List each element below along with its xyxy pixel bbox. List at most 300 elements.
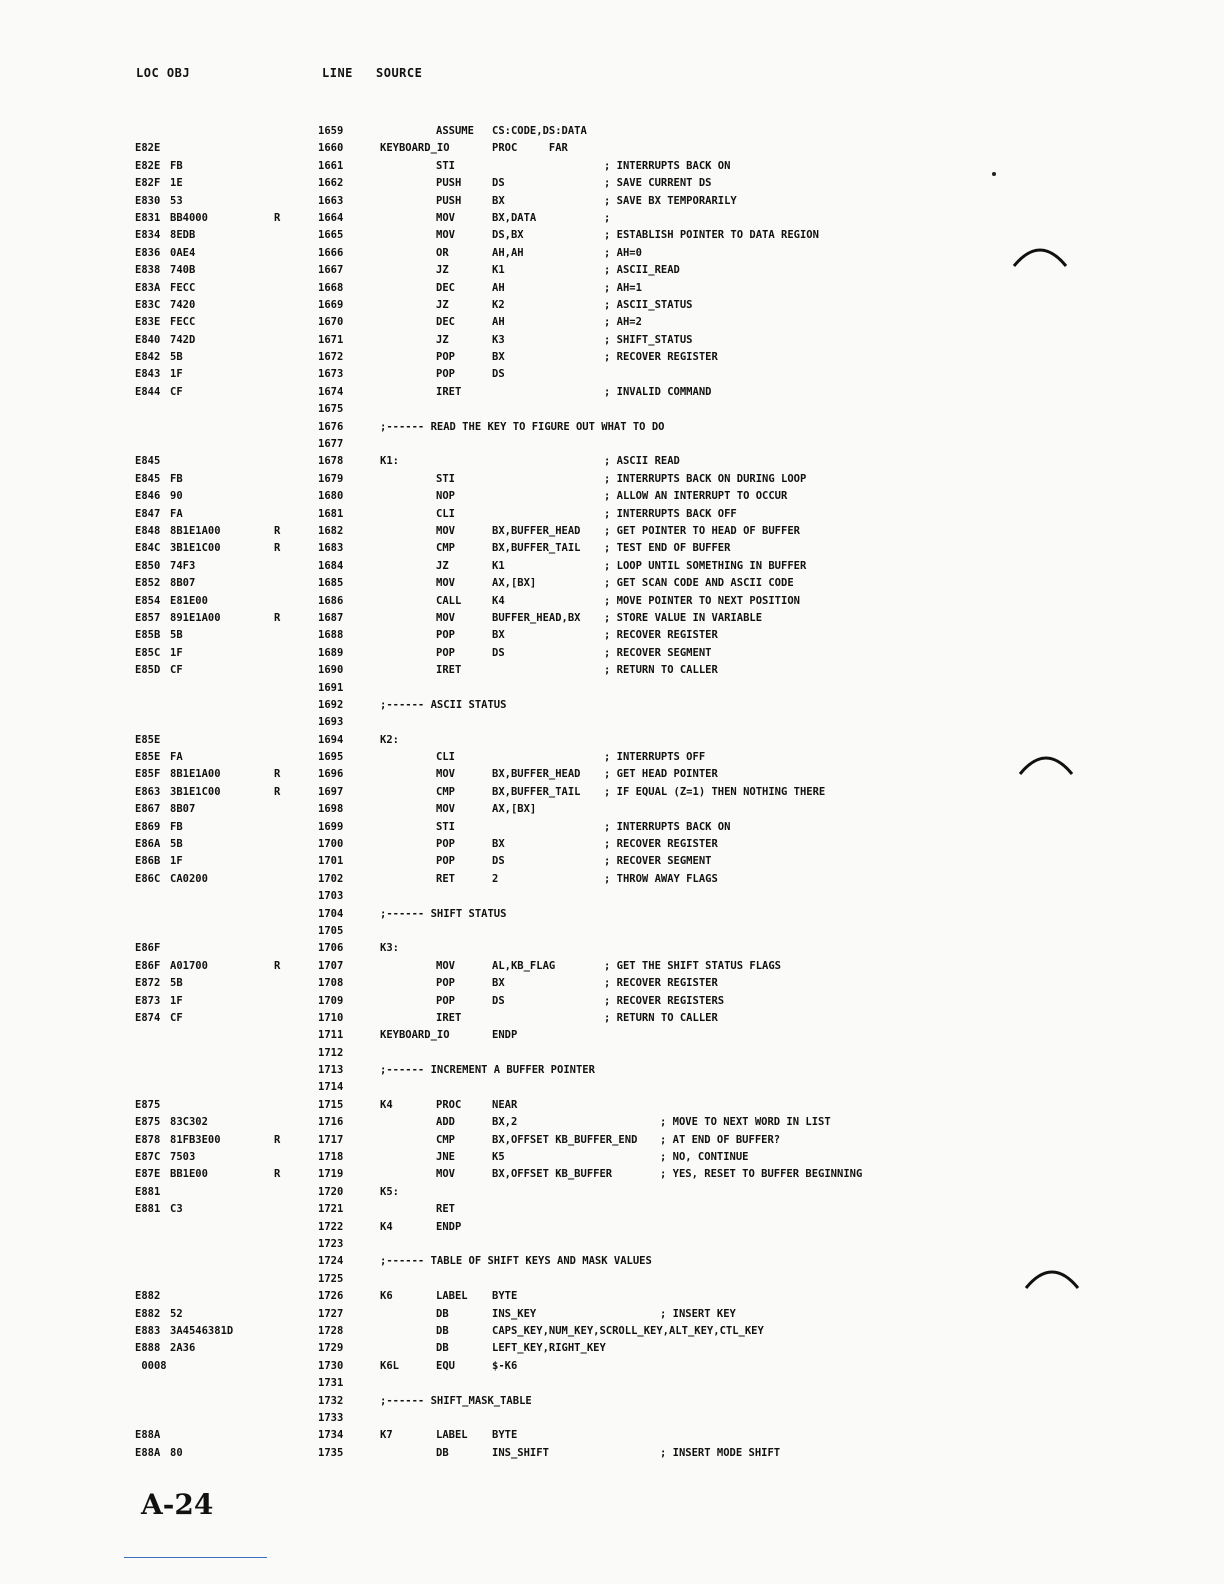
opcode-field: CMP <box>436 542 455 555</box>
listing-line <box>0 210 1224 227</box>
comment-field: ; INTERRUPTS BACK ON <box>604 159 731 172</box>
line-number: 1723 <box>318 1238 344 1250</box>
obj-field: FA <box>170 507 183 520</box>
obj-field: 3B1E1C00 <box>170 785 221 798</box>
operand-field: DS <box>492 177 505 190</box>
label-field: KEYBOARD_IO <box>380 1029 450 1042</box>
loc-field: E85E <box>135 733 161 746</box>
opcode-field: ENDP <box>436 1220 462 1233</box>
listing-line <box>0 123 1224 140</box>
line-number: 1661 <box>318 159 344 172</box>
opcode-field: STI <box>436 159 455 172</box>
loc-field: E847 <box>135 507 161 520</box>
comment-field: ; ASCII READ <box>604 455 680 468</box>
operand-field: AH <box>492 316 505 329</box>
listing-line <box>0 627 1224 644</box>
opcode-field: ASSUME <box>436 125 474 137</box>
opcode-field: MOV <box>436 1168 455 1181</box>
operand-field: LEFT_KEY,RIGHT_KEY <box>492 1342 606 1355</box>
listing-line <box>0 871 1224 888</box>
obj-field: CA0200 <box>170 872 208 885</box>
opcode-field: POP <box>436 351 455 364</box>
obj-field: 1F <box>170 994 183 1007</box>
listing-line <box>0 1062 1224 1079</box>
section-comment: ;------ SHIFT STATUS <box>380 907 507 920</box>
loc-field: E878 <box>135 1133 161 1146</box>
line-number: 1666 <box>318 246 344 259</box>
loc-field: E843 <box>135 368 161 381</box>
line-number: 1687 <box>318 611 344 624</box>
opcode-field: JNE <box>436 1151 455 1164</box>
loc-field: E86C <box>135 872 161 885</box>
opcode-field: DB <box>436 1307 449 1320</box>
listing-line <box>0 280 1224 297</box>
opcode-field: PUSH <box>436 194 462 207</box>
operand-field: BX,BUFFER_HEAD <box>492 524 581 537</box>
obj-field: 90 <box>170 490 183 503</box>
line-number: 1714 <box>318 1081 344 1094</box>
line-number: 1692 <box>318 698 344 711</box>
opcode-field: JZ <box>436 333 449 346</box>
label-field: K7 <box>380 1429 393 1442</box>
listing-line <box>0 401 1224 418</box>
listing-line <box>0 1114 1224 1131</box>
listing-line <box>0 801 1224 818</box>
listing-line <box>0 888 1224 905</box>
line-number: 1689 <box>318 646 344 659</box>
loc-field: E844 <box>135 385 161 398</box>
loc-field: E85B <box>135 629 161 642</box>
opcode-field: MOV <box>436 803 455 816</box>
loc-field: E86F <box>135 942 161 955</box>
line-number: 1669 <box>318 298 344 311</box>
obj-field: 3A4546381D <box>170 1324 234 1337</box>
operand-field: AX,[BX] <box>492 577 537 590</box>
opcode-field: DB <box>436 1324 449 1337</box>
loc-field: E831 <box>135 211 161 224</box>
label-field: K6 <box>380 1290 393 1303</box>
opcode-field: POP <box>436 855 455 868</box>
loc-field: E869 <box>135 820 161 833</box>
label-field: KEYBOARD_IO <box>380 142 450 155</box>
line-number: 1685 <box>318 577 344 590</box>
opcode-field: STI <box>436 472 455 485</box>
reloc-flag: R <box>274 768 281 781</box>
listing-line <box>0 366 1224 383</box>
listing-line <box>0 836 1224 853</box>
loc-field: E882 <box>135 1290 161 1303</box>
label-field: K3: <box>380 942 399 955</box>
line-number: 1718 <box>318 1151 344 1164</box>
loc-field: E830 <box>135 194 161 207</box>
reloc-flag: R <box>274 1133 281 1146</box>
listing-line <box>0 540 1224 557</box>
comment-field: ; SAVE BX TEMPORARILY <box>604 194 737 207</box>
line-number: 1677 <box>318 438 344 451</box>
line-number: 1672 <box>318 351 344 364</box>
line-number: 1709 <box>318 994 344 1007</box>
listing-line <box>0 697 1224 714</box>
loc-field: E875 <box>135 1098 161 1111</box>
operand-field: BYTE <box>492 1290 518 1303</box>
listing-line <box>0 940 1224 957</box>
loc-field: E863 <box>135 785 161 798</box>
listing-line <box>0 906 1224 923</box>
line-number: 1668 <box>318 281 344 294</box>
line-number: 1734 <box>318 1429 344 1442</box>
obj-field: 5B <box>170 351 183 364</box>
line-number: 1728 <box>318 1324 344 1337</box>
listing-line <box>0 471 1224 488</box>
comment-field: ; RECOVER REGISTER <box>604 977 718 990</box>
comment-field: ; RETURN TO CALLER <box>604 1011 718 1024</box>
listing-line <box>0 993 1224 1010</box>
section-comment: ;------ TABLE OF SHIFT KEYS AND MASK VALUES <box>380 1255 652 1268</box>
comment-field: ; YES, RESET TO BUFFER BEGINNING <box>660 1168 863 1181</box>
listing-line <box>0 958 1224 975</box>
line-number: 1729 <box>318 1342 344 1355</box>
listing-line <box>0 1201 1224 1218</box>
listing-line <box>0 732 1224 749</box>
opcode-field: IRET <box>436 1011 462 1024</box>
obj-field: 1F <box>170 646 183 659</box>
comment-field: ; RECOVER SEGMENT <box>604 855 712 868</box>
opcode-field: POP <box>436 838 455 851</box>
obj-field: FB <box>170 472 183 485</box>
obj-field: 8EDB <box>170 229 196 242</box>
line-number: 1725 <box>318 1272 344 1285</box>
opcode-field: PROC <box>436 1098 462 1111</box>
obj-field: 8B07 <box>170 803 196 816</box>
listing-line <box>0 575 1224 592</box>
loc-field: E882 <box>135 1307 161 1320</box>
obj-field: FB <box>170 820 183 833</box>
operand-field: BX,OFFSET KB_BUFFER <box>492 1168 613 1181</box>
listing-line <box>0 175 1224 192</box>
comment-field: ; INSERT MODE SHIFT <box>660 1446 781 1459</box>
line-number: 1726 <box>318 1290 344 1303</box>
line-number: 1703 <box>318 890 344 903</box>
reloc-flag: R <box>274 611 281 624</box>
line-number: 1686 <box>318 594 344 607</box>
loc-field: E850 <box>135 559 161 572</box>
comment-field: ; GET HEAD POINTER <box>604 768 718 781</box>
opcode-field: RET <box>436 872 455 885</box>
line-number: 1664 <box>318 211 344 224</box>
opcode-field: IRET <box>436 385 462 398</box>
obj-field: BB1E00 <box>170 1168 208 1181</box>
loc-field: E87C <box>135 1151 161 1164</box>
obj-field: 3B1E1C00 <box>170 542 221 555</box>
obj-field: 891E1A00 <box>170 611 221 624</box>
operand-field: $-K6 <box>492 1359 518 1372</box>
line-number: 1693 <box>318 716 344 729</box>
operand-field: BX <box>492 194 505 207</box>
comment-field: ; GET SCAN CODE AND ASCII CODE <box>604 577 794 590</box>
obj-field: 81FB3E00 <box>170 1133 221 1146</box>
line-number: 1694 <box>318 733 344 746</box>
loc-field: E840 <box>135 333 161 346</box>
obj-field: E81E00 <box>170 594 208 607</box>
section-comment: ;------ INCREMENT A BUFFER POINTER <box>380 1064 595 1077</box>
loc-field: E85C <box>135 646 161 659</box>
loc-field: E83E <box>135 316 161 329</box>
listing-line <box>0 314 1224 331</box>
comment-field: ; LOOP UNTIL SOMETHING IN BUFFER <box>604 559 807 572</box>
reloc-flag: R <box>274 959 281 972</box>
line-number: 1710 <box>318 1011 344 1024</box>
operand-field: BX <box>492 838 505 851</box>
listing-line <box>0 1097 1224 1114</box>
loc-field: E845 <box>135 472 161 485</box>
loc-field: E845 <box>135 455 161 468</box>
obj-field: CF <box>170 664 183 677</box>
line-number: 1735 <box>318 1446 344 1459</box>
line-number: 1732 <box>318 1394 344 1407</box>
operand-field: DS <box>492 368 505 381</box>
footer-rule <box>124 1557 267 1558</box>
line-number: 1717 <box>318 1133 344 1146</box>
comment-field: ; AH=0 <box>604 246 642 259</box>
loc-field: E872 <box>135 977 161 990</box>
loc-field: E848 <box>135 524 161 537</box>
loc-field: E834 <box>135 229 161 242</box>
opcode-field: JZ <box>436 264 449 277</box>
line-number: 1711 <box>318 1029 344 1042</box>
line-number: 1663 <box>318 194 344 207</box>
opcode-field: MOV <box>436 959 455 972</box>
opcode-field: MOV <box>436 577 455 590</box>
listing-line <box>0 1427 1224 1444</box>
listing-line <box>0 1306 1224 1323</box>
opcode-field: POP <box>436 646 455 659</box>
obj-field: 52 <box>170 1307 183 1320</box>
listing-line <box>0 453 1224 470</box>
listing-line <box>0 1323 1224 1340</box>
operand-field: DS <box>492 855 505 868</box>
line-number: 1715 <box>318 1098 344 1111</box>
listing-line <box>0 1132 1224 1149</box>
operand-field: K5 <box>492 1151 505 1164</box>
obj-field: C3 <box>170 1203 183 1216</box>
operand-field: K4 <box>492 594 505 607</box>
loc-field: E873 <box>135 994 161 1007</box>
comment-field: ; ASCII_STATUS <box>604 298 693 311</box>
opcode-field: MOV <box>436 611 455 624</box>
opcode-field: MOV <box>436 768 455 781</box>
loc-field: E875 <box>135 1116 161 1129</box>
obj-field: FECC <box>170 316 196 329</box>
loc-field: E83C <box>135 298 161 311</box>
opcode-field: MOV <box>436 229 455 242</box>
line-number: 1701 <box>318 855 344 868</box>
obj-field: 8B1E1A00 <box>170 768 221 781</box>
listing-line <box>0 1219 1224 1236</box>
obj-field: 80 <box>170 1446 183 1459</box>
comment-field: ; INTERRUPTS BACK OFF <box>604 507 737 520</box>
line-number: 1713 <box>318 1064 344 1077</box>
listing-line <box>0 1149 1224 1166</box>
obj-field: CF <box>170 385 183 398</box>
opcode-field: JZ <box>436 559 449 572</box>
obj-field: 8B1E1A00 <box>170 524 221 537</box>
line-number: 1662 <box>318 177 344 190</box>
comment-field: ; INSERT KEY <box>660 1307 736 1320</box>
comment-field: ; <box>604 211 611 224</box>
line-number: 1675 <box>318 403 344 416</box>
loc-field: E88A <box>135 1446 161 1459</box>
listing-line <box>0 714 1224 731</box>
section-comment: ;------ ASCII STATUS <box>380 698 507 711</box>
operand-field: K1 <box>492 559 505 572</box>
operand-field: 2 <box>492 872 499 885</box>
loc-field: E852 <box>135 577 161 590</box>
line-number: 1699 <box>318 820 344 833</box>
opcode-field: CLI <box>436 751 455 764</box>
binder-hole-mark <box>1018 748 1074 776</box>
listing-line <box>0 784 1224 801</box>
loc-field: E857 <box>135 611 161 624</box>
operand-field: BX,2 <box>492 1116 518 1129</box>
operand-field: INS_KEY <box>492 1307 537 1320</box>
comment-field: ; RECOVER REGISTER <box>604 629 718 642</box>
operand-field: BX,OFFSET KB_BUFFER_END <box>492 1133 638 1146</box>
obj-field: 5B <box>170 629 183 642</box>
loc-field: E85E <box>135 751 161 764</box>
listing-line <box>0 645 1224 662</box>
opcode-field: CMP <box>436 785 455 798</box>
line-number: 1733 <box>318 1411 344 1424</box>
line-number: 1698 <box>318 803 344 816</box>
scan-speck <box>992 172 996 176</box>
obj-field: FB <box>170 159 183 172</box>
listing-line <box>0 1445 1224 1462</box>
line-number: 1683 <box>318 542 344 555</box>
line-number: 1708 <box>318 977 344 990</box>
loc-field: E83A <box>135 281 161 294</box>
opcode-field: POP <box>436 977 455 990</box>
opcode-field: DEC <box>436 316 455 329</box>
label-field: K1: <box>380 455 399 468</box>
listing-line <box>0 419 1224 436</box>
line-number: 1670 <box>318 316 344 329</box>
opcode-field: JZ <box>436 298 449 311</box>
opcode-field: IRET <box>436 664 462 677</box>
operand-field: CAPS_KEY,NUM_KEY,SCROLL_KEY,ALT_KEY,CTL_KEY <box>492 1324 764 1337</box>
obj-field: 5B <box>170 838 183 851</box>
operand-field: BX,DATA <box>492 211 537 224</box>
operand-field: AX,[BX] <box>492 803 537 816</box>
opcode-field: DB <box>436 1446 449 1459</box>
obj-field: 7503 <box>170 1151 196 1164</box>
opcode-field: DB <box>436 1342 449 1355</box>
loc-field: E86F <box>135 959 161 972</box>
line-number: 1731 <box>318 1377 344 1390</box>
loc-field: E82E <box>135 142 161 155</box>
listing-line <box>0 158 1224 175</box>
loc-field: E86B <box>135 855 161 868</box>
line-number: 1673 <box>318 368 344 381</box>
listing-line <box>0 384 1224 401</box>
line-number: 1696 <box>318 768 344 781</box>
opcode-field: LABEL <box>436 1429 468 1442</box>
binder-hole-mark <box>1012 240 1068 268</box>
line-number: 1660 <box>318 142 344 155</box>
label-field: K5: <box>380 1185 399 1198</box>
line-number: 1724 <box>318 1255 344 1268</box>
opcode-field: POP <box>436 368 455 381</box>
comment-field: ; AH=1 <box>604 281 642 294</box>
reloc-flag: R <box>274 524 281 537</box>
line-number: 1721 <box>318 1203 344 1216</box>
opcode-field: CALL <box>436 594 462 607</box>
listing-line <box>0 1340 1224 1357</box>
operand-field: NEAR <box>492 1098 518 1111</box>
comment-field: ; ALLOW AN INTERRUPT TO OCCUR <box>604 490 788 503</box>
reloc-flag: R <box>274 542 281 555</box>
line-number: 1678 <box>318 455 344 468</box>
line-number: 1720 <box>318 1185 344 1198</box>
comment-field: ; GET POINTER TO HEAD OF BUFFER <box>604 524 800 537</box>
reloc-flag: R <box>274 785 281 798</box>
label-field: K2: <box>380 733 399 746</box>
comment-field: ; SHIFT_STATUS <box>604 333 693 346</box>
line-number: 1676 <box>318 420 344 433</box>
label-field: K4 <box>380 1098 393 1111</box>
loc-field: E846 <box>135 490 161 503</box>
listing-line <box>0 610 1224 627</box>
comment-field: ; NO, CONTINUE <box>660 1151 749 1164</box>
line-number: 1719 <box>318 1168 344 1181</box>
opcode-field: OR <box>436 246 449 259</box>
listing-line <box>0 680 1224 697</box>
comment-field: ; TEST END OF BUFFER <box>604 542 731 555</box>
obj-field: BB4000 <box>170 211 208 224</box>
binder-hole-mark <box>1024 1262 1080 1290</box>
operand-field: AL,KB_FLAG <box>492 959 556 972</box>
listing-line <box>0 662 1224 679</box>
line-number: 1671 <box>318 333 344 346</box>
line-number: 1727 <box>318 1307 344 1320</box>
listing-line <box>0 332 1224 349</box>
operand-field: K2 <box>492 298 505 311</box>
listing-line <box>0 523 1224 540</box>
line-number: 1695 <box>318 751 344 764</box>
opcode-field: POP <box>436 994 455 1007</box>
listing-line <box>0 488 1224 505</box>
operand-field: DS,BX <box>492 229 524 242</box>
section-comment: ;------ SHIFT_MASK_TABLE <box>380 1394 532 1407</box>
comment-field: ; RETURN TO CALLER <box>604 664 718 677</box>
line-number: 1665 <box>318 229 344 242</box>
opcode-field: NOP <box>436 490 455 503</box>
listing-line <box>0 975 1224 992</box>
operand-field: DS <box>492 646 505 659</box>
loc-field: E867 <box>135 803 161 816</box>
line-number: 1688 <box>318 629 344 642</box>
operand-field: K3 <box>492 333 505 346</box>
loc-field: E84C <box>135 542 161 555</box>
loc-field: 0008 <box>135 1359 167 1372</box>
line-number: 1702 <box>318 872 344 885</box>
section-comment: ;------ READ THE KEY TO FIGURE OUT WHAT TO DO <box>380 420 665 433</box>
operand-field: BX,BUFFER_TAIL <box>492 542 581 555</box>
comment-field: ; RECOVER SEGMENT <box>604 646 712 659</box>
listing-line <box>0 1045 1224 1062</box>
listing-line <box>0 923 1224 940</box>
listing-line <box>0 853 1224 870</box>
operand-field: DS <box>492 994 505 1007</box>
